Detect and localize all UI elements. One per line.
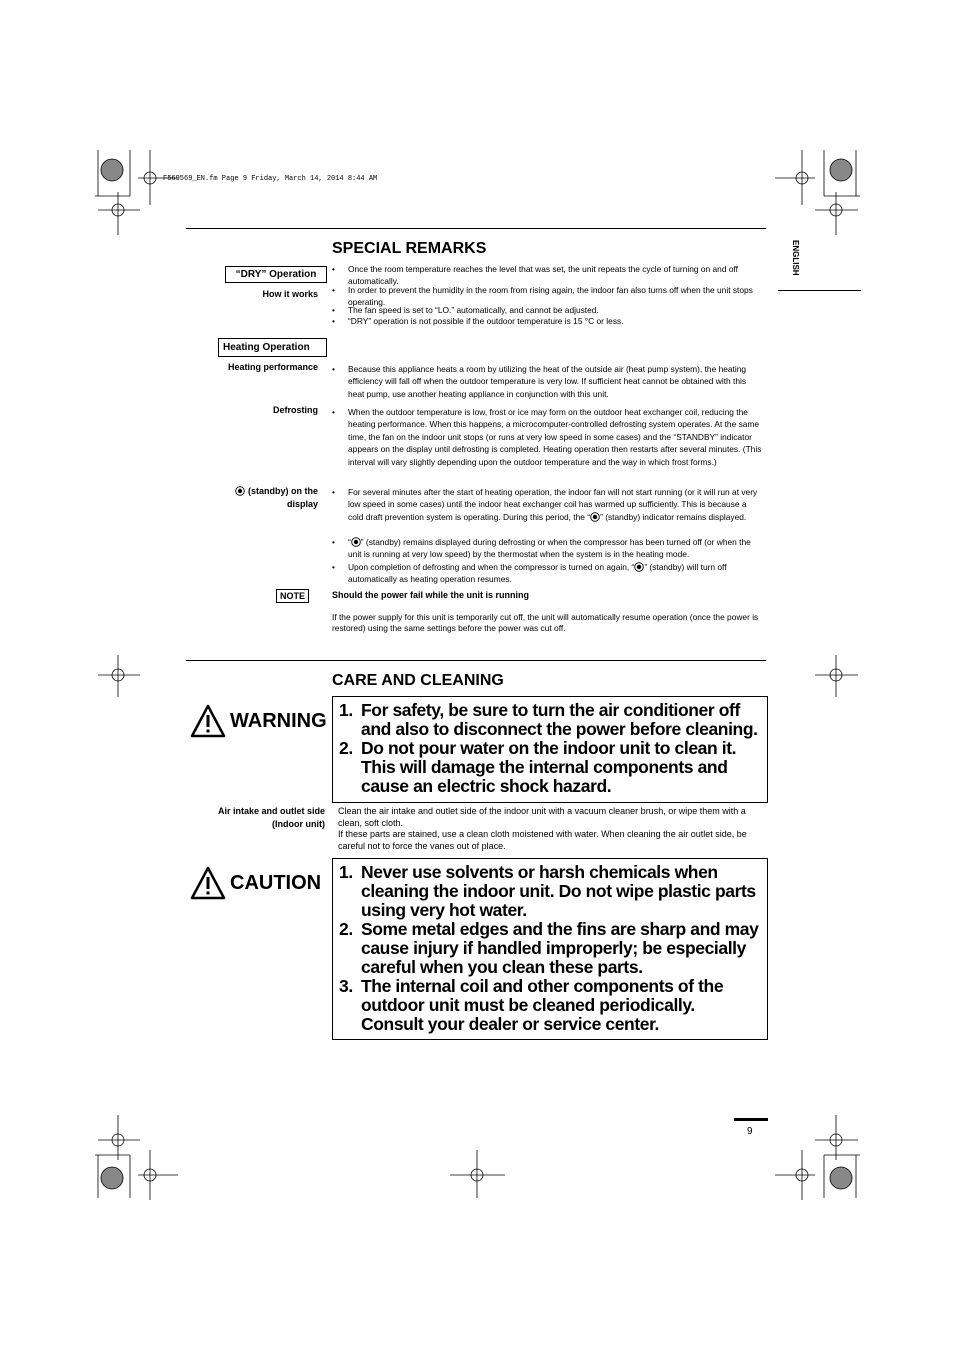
heating-performance-label: Heating performance	[227, 362, 318, 372]
language-tab: ENGLISH	[791, 240, 800, 276]
standby-bullet: • For several minutes after the start of heating operation, the indoor fan will not start running (or it will run at very low speed in some cases) until the indoor heat exchanger coil has warmed up sufficiently. This is because a cold draft prevention system is operating. During this period, the “ ” (standby) indicator remains displayed.	[332, 487, 758, 522]
warning-box	[332, 696, 768, 803]
heating-operation-label: Heating Operation	[218, 338, 327, 357]
page-number: 9	[747, 1126, 753, 1137]
caution-box	[332, 858, 768, 1040]
standby-icon	[351, 537, 361, 547]
air-intake-label: Air intake and outlet side (Indoor unit)	[217, 806, 325, 829]
caution-item: 1. Never use solvents or harsh chemicals when cleaning the indoor unit. Do not wipe plastic parts using very hot water.	[339, 862, 756, 920]
caution-word: CAUTION	[230, 871, 322, 894]
standby-icon	[235, 486, 245, 496]
dry-bullet: • “DRY” operation is not possible if the outdoor temperature is 15 °C or less.	[332, 316, 624, 326]
special-remarks-title: SPECIAL REMARKS	[332, 240, 487, 257]
defrosting-label: Defrosting	[273, 405, 318, 415]
note-text: If the power supply for this unit is temporarily cut off, the unit will automatically resume operation (once the power is restored) using the same settings before the power was cut off.	[332, 612, 759, 633]
caution-item: 2. Some metal edges and the fins are sharp and may cause injury if handled improperly; be especially careful when you clean these parts.	[339, 919, 759, 977]
defrosting-text: • When the outdoor temperature is low, frost or ice may form on the outdoor heat exchanger coil, reducing the heating performance. When this happens, a microcomputer-controlled defrosting system operates. At the same time, the fan on the indoor unit stops (or runs at very low speed in some cases) and the “STANDBY” indicator appears on the display until defrosting is completed. Heating operation then restarts after several minutes. (This interval will vary slightly depending upon the outdoor temperature and the way in which frost forms.)	[332, 407, 762, 467]
language-rule	[778, 290, 861, 291]
standby-label: (standby) on the display	[190, 485, 318, 511]
warning-triangle-icon	[190, 704, 226, 738]
warning-item: 2. Do not pour water on the indoor unit to clean it. This will damage the internal components and cause an electric shock hazard.	[339, 738, 737, 796]
dry-bullet: • Once the room temperature reaches the level that was set, the unit repeats the cycle of turning on and off automatically.	[332, 264, 738, 286]
caution-sign	[190, 866, 321, 900]
dry-bullet: • In order to prevent the humidity in the room from rising again, the indoor fan also turns off when the unit stops operating.	[332, 285, 753, 307]
warning-sign	[190, 704, 327, 738]
note-label: NOTE	[276, 589, 309, 603]
warning-item: 1. For safety, be sure to turn the air conditioner off and also to disconnect the power before cleaning.	[339, 700, 758, 739]
standby-icon	[590, 512, 600, 522]
care-rule	[186, 660, 766, 661]
care-title: CARE AND CLEANING	[332, 672, 504, 689]
warning-triangle-icon	[190, 866, 226, 900]
page-number-rule	[734, 1118, 768, 1121]
dry-operation-label: “DRY” Operation	[225, 266, 327, 283]
warning-word: WARNING	[230, 709, 327, 732]
dry-bullet: • The fan speed is set to “LO.” automatically, and cannot be adjusted.	[332, 305, 599, 315]
heating-performance-text: • Because this appliance heats a room by utilizing the heat of the outside air (heat pump system), the heating efficiency will fall off when the outdoor temperature is very low. If sufficient heat cannot be obtained with this heat pump, use another heating appliance in conjunction with this unit.	[332, 364, 747, 399]
file-header: F569569_EN.fm Page 9 Friday, March 14, 2014 8:44 AM	[163, 175, 378, 183]
top-rule	[186, 228, 766, 229]
standby-bullet: • Upon completion of defrosting and when the compressor is turned on again, “ ” (standby) will turn off automatically as heating operation resumes.	[332, 562, 727, 585]
how-it-works-label: How it works	[262, 289, 318, 299]
note-title: Should the power fail while the unit is running	[332, 590, 529, 600]
caution-item: 3. The internal coil and other components of the outdoor unit must be cleaned periodically. Consult your dealer or service center.	[339, 976, 724, 1034]
standby-bullet: • “ ” (standby) remains displayed during defrosting or when the compressor has been turned off (or when the unit is running at very low speed) by the thermostat when the system is in the heating mode.	[332, 537, 751, 560]
standby-icon	[634, 562, 644, 572]
air-intake-text: Clean the air intake and outlet side of the indoor unit with a vacuum cleaner brush, or wipe them with a clean, soft cloth. If these parts are stained, use a clean cloth moistened with water. When cleaning the air outlet side, be careful not to force the vanes out of place.	[338, 806, 747, 851]
